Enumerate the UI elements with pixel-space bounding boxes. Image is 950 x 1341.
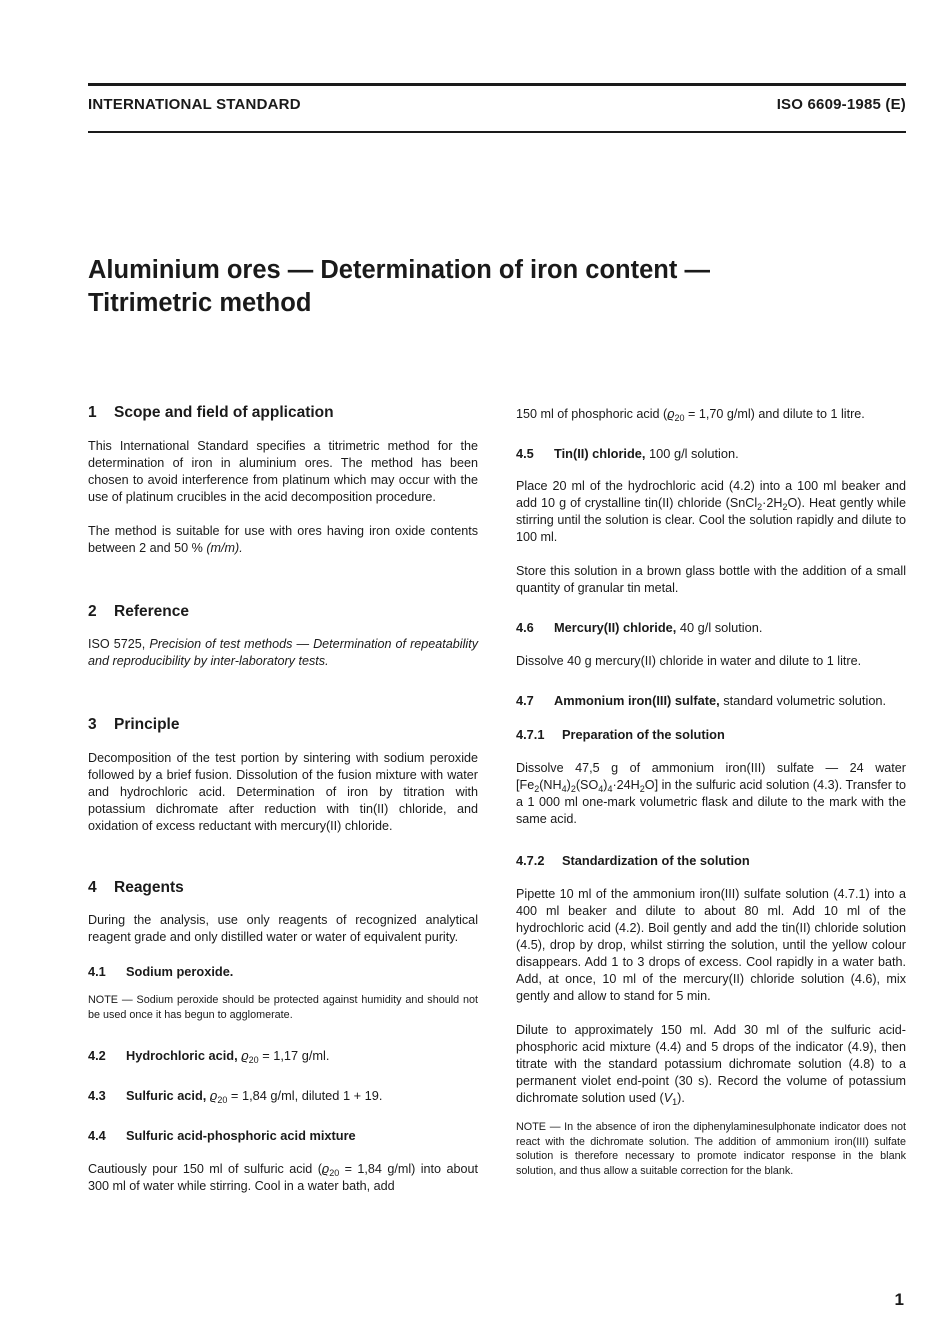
section-1-para-1: This International Standard specifies a titrimetric method for the determination of iron in aluminium ores. The method has been chosen to avoid interference from platinum which may occur with the use of platinum crucibles in the acid decomposition procedure. [88, 439, 478, 504]
reagent-4-4: 4.4 Sulfuric acid-phosphoric acid mixture [88, 1128, 356, 1143]
section-2-heading: 2 Reference [88, 603, 189, 620]
section-1-heading: 1 Scope and field of application [88, 404, 334, 421]
top-rule [88, 83, 906, 86]
section-4-para-1: During the analysis, use only reagents of recognized analytical reagent grade and only distilled water or water of equivalent purity. [88, 913, 478, 944]
header-rule [88, 131, 906, 133]
section-2-reference: ISO 5725, Precision of test methods — Determination of repeatability and reproducibility by inter-laboratory tests. [88, 637, 478, 668]
reagent-4-1: 4.1 Sodium peroxide. [88, 964, 234, 979]
reagent-4-5: 4.5 Tin(II) chloride, 100 g/l solution. [516, 446, 739, 461]
header-standard-label: INTERNATIONAL STANDARD [88, 96, 301, 113]
reagent-4-2: 4.2 Hydrochloric acid, $ϱ_{20} = 1,17$ g/ml. [88, 1048, 330, 1065]
section-1-para-2: The method is suitable for use with ores having iron oxide contents between 2 and 50 % (m/m). [88, 524, 478, 555]
reagent-4-5-para-1: Place 20 ml of the hydrochloric acid (4.2) into a 100 ml beaker and add 10 g of crystalline tin(II) chloride $(SnCl_2\cdot 2H_2O)$. Heat gently while stirring until the solution is clear. Cool the solution rapidly and dilute to 100 ml. [516, 479, 906, 544]
reagent-4-4-para-2: 150 ml of phosphoric acid ($ϱ_{20} = 1,70$ g/ml) and dilute to 1 litre. [516, 407, 865, 423]
header-document-id: ISO 6609-1985 (E) [776, 96, 906, 113]
reagent-4-7-2-para-1: Pipette 10 ml of the ammonium iron(III) sulfate solution (4.7.1) into a 400 ml beaker and dilute to about 80 ml. Add 10 ml of the hydrochloric acid (4.2). Boil gently and add the tin(II) chloride solution (4.5), drop by drop, whilst stirring the solution, until the yellow colour disappears. Add 1 to 3 drops of excess. Cool rapidly in a water bath. Add, at once, 10 ml of the mercury(II) chloride solution (4.6), mix gently and allow to stand for 5 min. [516, 887, 906, 1003]
document-title [88, 254, 906, 320]
reagent-4-7-2-note: NOTE — In the absence of iron the diphenylaminesulphonate indicator does not react with the dichromate solution. The addition of ammonium iron(III) sulfate solution is therefore necessary to promote indicator response in the blank solution, and thus allow a suitable correction for the blank. [516, 1121, 906, 1177]
reagent-4-1-note: NOTE — Sodium peroxide should be protected against humidity and should not be used once it has begun to agglomerate. [88, 994, 478, 1021]
reagent-4-7-2: 4.7.2 Standardization of the solution [516, 853, 750, 868]
reagent-4-7-1: 4.7.1 Preparation of the solution [516, 727, 725, 742]
page-number: 1 [894, 1290, 904, 1309]
reagent-4-5-para-2: Store this solution in a brown glass bottle with the addition of a small quantity of granular tin metal. [516, 564, 906, 595]
reagent-4-6: 4.6 Mercury(II) chloride, 40 g/l solution. [516, 620, 763, 635]
reagent-4-7: 4.7 Ammonium iron(III) sulfate, standard volumetric solution. [516, 693, 887, 708]
reagent-4-4-para-1: Cautiously pour 150 ml of sulfuric acid ($ϱ_{20} = 1,84$ g/ml) into about 300 ml of water while stirring. Cool in a water bath, add [88, 1162, 478, 1193]
right-column [516, 406, 906, 1178]
reagent-4-3: 4.3 Sulfuric acid, $ϱ_{20} = 1,84$ g/ml, diluted 1 + 19. [88, 1088, 383, 1105]
reagent-4-7-1-para-1: Dissolve 47,5 g of ammonium iron(III) sulfate — 24 water $[Fe_2(NH_4)_2(SO_4)_4\cdot 24H_2O]$ in the sulfuric acid solution (4.3). Transfer to a 1 000 ml one-mark volumetric flask and dilute to the mark with the same acid. [516, 761, 906, 826]
left-column [88, 404, 478, 1195]
title-line-2: Titrimetric method [88, 289, 312, 317]
reagent-4-6-para-1: Dissolve 40 g mercury(II) chloride in water and dilute to 1 litre. [516, 654, 862, 668]
section-4-heading: 4 Reagents [88, 879, 184, 896]
section-3-heading: 3 Principle [88, 716, 180, 733]
title-line-1: Aluminium ores — Determination of iron content — [88, 256, 710, 284]
section-3-para-1: Decomposition of the test portion by sintering with sodium peroxide followed by a brief fusion. Dissolution of the fusion mixture with water and hydrochloric acid. Determination of iron by titration with potassium dichromate after reduction with tin(II) chloride, and oxidation of excess reductant with mercury(II) chloride. [88, 751, 478, 833]
reagent-4-7-2-para-2: Dilute to approximately 150 ml. Add 30 ml of the sulfuric acid-phosphoric acid mixture (4.4) and 5 drops of the indicator (4.9), then titrate with the standard potassium dichromate solution (4.8) to a permanent violet end-point (30 s). Record the volume of potassium dichromate solution used $(V_1)$. [516, 1023, 906, 1107]
